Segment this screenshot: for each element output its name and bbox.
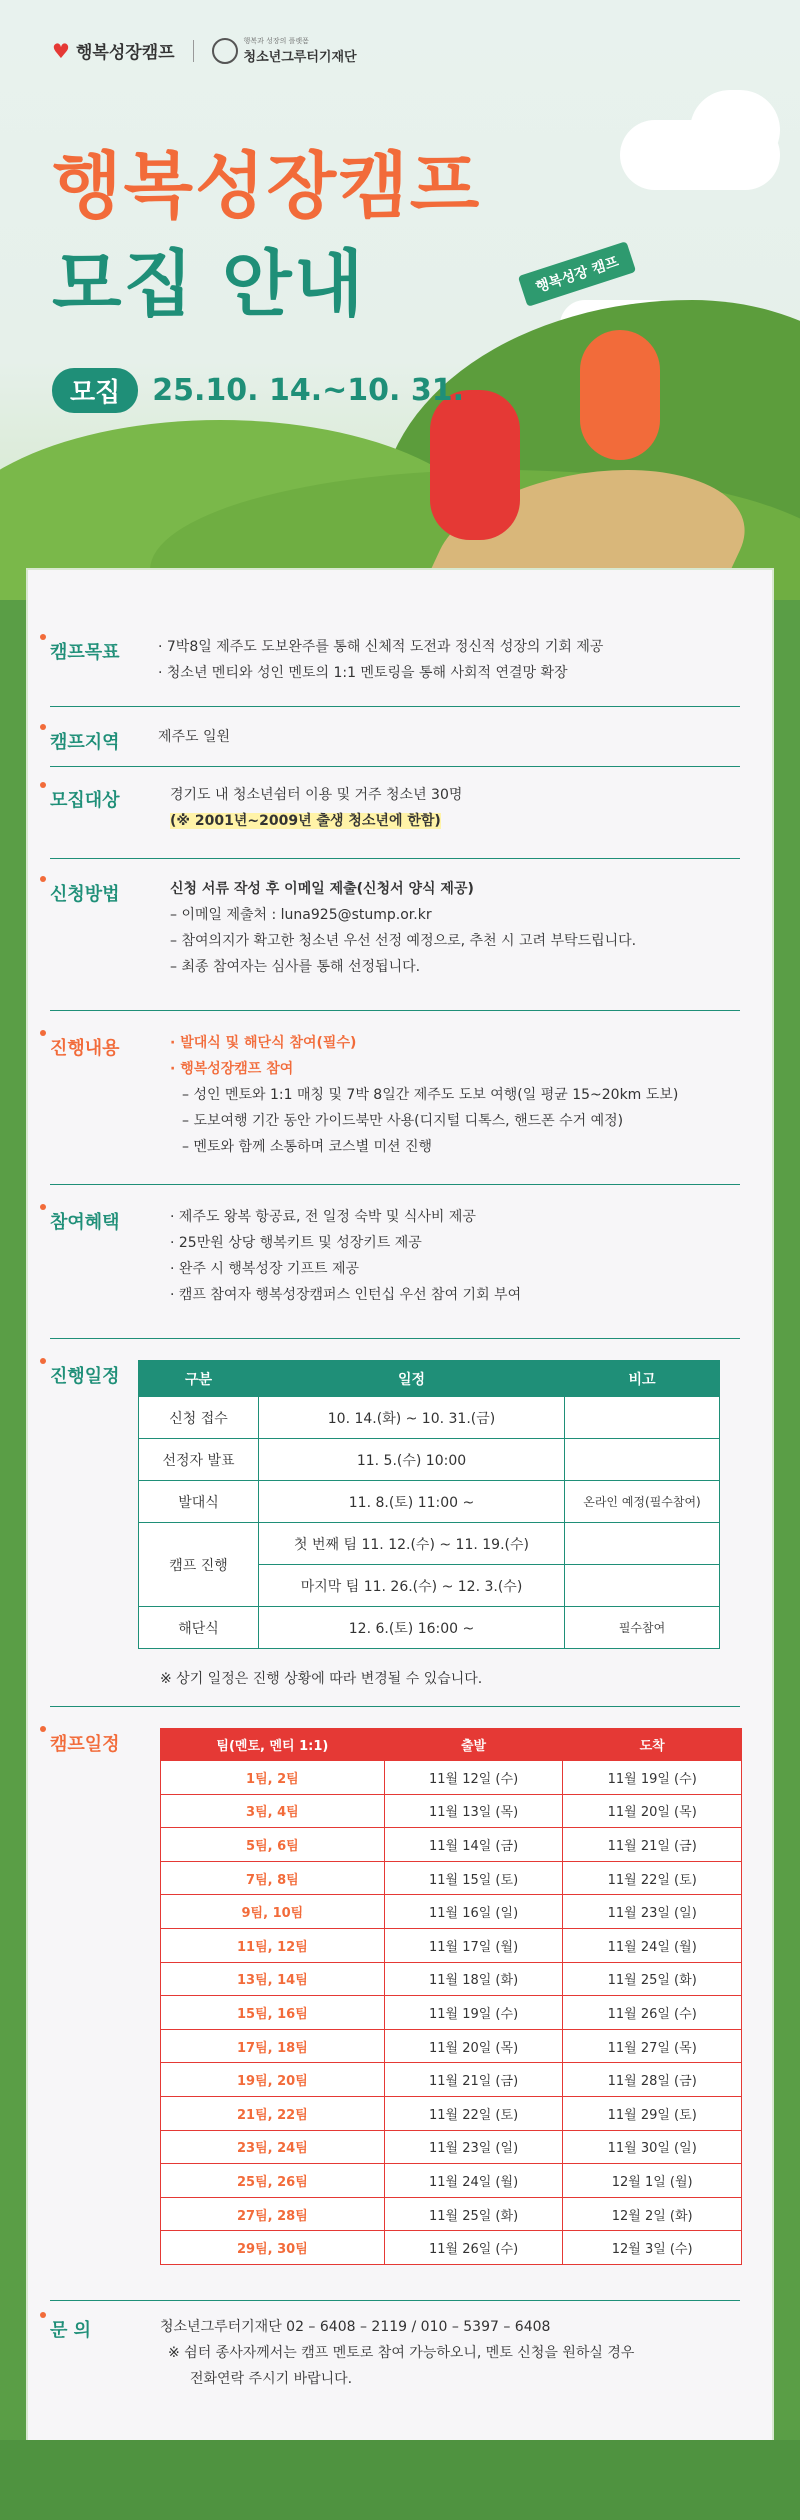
camp-flag: 행복성장 캠프: [518, 241, 636, 307]
recruit-badge: 모집: [52, 368, 138, 413]
section-region: [50, 728, 740, 768]
camp-logo: [52, 38, 175, 63]
divider: [50, 1338, 740, 1339]
depart-cell: 11월 13일 (목): [384, 1794, 563, 1828]
team-cell: 9팀, 10팀: [161, 1895, 385, 1929]
section-target: [50, 786, 740, 846]
recruit-dates: 25.10. 14.~10. 31.: [152, 373, 464, 408]
section-label: 캠프목표: [50, 638, 120, 664]
arrive-cell: 11월 20일 (목): [563, 1794, 742, 1828]
section-contact: [50, 2316, 740, 2416]
recruit-period: [52, 368, 464, 413]
depart-cell: 11월 17일 (월): [384, 1928, 563, 1962]
team-cell: 21팀, 22팀: [161, 2096, 385, 2130]
team-cell: 27팀, 28팀: [161, 2197, 385, 2231]
table-header: 구분: [139, 1361, 259, 1397]
arrive-cell: 12월 3일 (수): [563, 2231, 742, 2265]
team-cell: 25팀, 26팀: [161, 2164, 385, 2198]
table-row: [161, 1761, 742, 1795]
arrive-cell: 11월 29일 (토): [563, 2096, 742, 2130]
page-title-line2: 모집 안내: [52, 242, 366, 326]
goal-line: · 7박8일 제주도 도보완주를 통해 신체적 도전과 정신적 성장의 기회 제공: [158, 639, 604, 655]
table-row: 발대식 11. 8.(토) 11:00 ~ 온라인 예정(필수참여): [139, 1481, 720, 1523]
team-cell: 29팀, 30팀: [161, 2231, 385, 2265]
team-cell: 5팀, 6팀: [161, 1828, 385, 1862]
camp-logo-text: 행복성장캠프: [76, 43, 175, 63]
region-text: 제주도 일원: [158, 729, 231, 745]
arrive-cell: 11월 25일 (화): [563, 1962, 742, 1996]
depart-cell: 11월 16일 (일): [384, 1895, 563, 1929]
table-row: [161, 2197, 742, 2231]
depart-cell: 11월 21일 (금): [384, 2063, 563, 2097]
foundation-name: 청소년그루터기재단: [243, 50, 357, 65]
table-header: 일정: [259, 1361, 565, 1397]
team-cell: 11팀, 12팀: [161, 1928, 385, 1962]
goal-line: · 청소년 멘티와 성인 멘토의 1:1 멘토링을 통해 사회적 연결망 확장: [158, 665, 568, 681]
table-row: 캠프 진행 첫 번째 팀 11. 12.(수) ~ 11. 19.(수): [139, 1523, 720, 1565]
arrive-cell: 12월 2일 (화): [563, 2197, 742, 2231]
divider: [50, 1184, 740, 1185]
team-cell: 19팀, 20팀: [161, 2063, 385, 2097]
team-cell: 7팀, 8팀: [161, 1861, 385, 1895]
content-line: · 발대식 및 해단식 참여(필수): [170, 1035, 357, 1051]
divider: [50, 1706, 740, 1707]
arrive-cell: 11월 24일 (월): [563, 1928, 742, 1962]
table-row: [161, 2130, 742, 2164]
content-line: · 행복성장캠프 참여: [170, 1061, 294, 1077]
content-line: – 도보여행 기간 동안 가이드북만 사용(디지털 디톡스, 핸드폰 수거 예정): [182, 1113, 624, 1129]
content-line: – 멘토와 함께 소통하며 코스별 미션 진행: [182, 1139, 433, 1155]
team-cell: 23팀, 24팀: [161, 2130, 385, 2164]
target-line: 경기도 내 청소년쉼터 이용 및 거주 청소년 30명: [170, 787, 463, 803]
content-line: – 성인 멘토와 1:1 매칭 및 7박 8일간 제주도 도보 여행(일 평균 15~20km 도보): [182, 1087, 679, 1103]
arrive-cell: 11월 30일 (일): [563, 2130, 742, 2164]
section-content: [50, 1034, 740, 1164]
arrive-cell: 11월 27일 (목): [563, 2029, 742, 2063]
cloud: [690, 90, 780, 170]
target-highlight: (※ 2001년~2009년 출생 청소년에 한함): [170, 813, 441, 829]
section-label: 캠프일정: [50, 1730, 120, 1756]
benefit-line: · 제주도 왕복 항공료, 전 일정 숙박 및 식사비 제공: [170, 1209, 476, 1225]
heart-icon: ♥: [52, 38, 70, 63]
table-row: 신청 접수 10. 14.(화) ~ 10. 31.(금): [139, 1397, 720, 1439]
foundation-mark-icon: [212, 38, 238, 64]
apply-email[interactable]: – 이메일 제출처 : luna925@stump.or.kr: [170, 907, 432, 923]
arrive-cell: 11월 22일 (토): [563, 1861, 742, 1895]
depart-cell: 11월 18일 (화): [384, 1962, 563, 1996]
table-row: [161, 1962, 742, 1996]
divider: [193, 40, 194, 62]
table-row: [161, 1794, 742, 1828]
section-apply: [50, 880, 740, 990]
arrive-cell: 11월 19일 (수): [563, 1761, 742, 1795]
schedule-footnote: ※ 상기 일정은 진행 상황에 따라 변경될 수 있습니다.: [160, 1671, 483, 1687]
divider: [50, 858, 740, 859]
depart-cell: 11월 25일 (화): [384, 2197, 563, 2231]
team-cell: 3팀, 4팀: [161, 1794, 385, 1828]
table-row: 마지막 팀 11. 26.(수) ~ 12. 3.(수): [139, 1565, 720, 1607]
table-row: [161, 2096, 742, 2130]
contact-phone[interactable]: 청소년그루터기재단 02 – 6408 – 2119 / 010 – 5397 – 6408: [160, 2319, 551, 2335]
schedule-table: [138, 1360, 720, 1649]
depart-cell: 11월 19일 (수): [384, 1996, 563, 2030]
section-label: 진행일정: [50, 1362, 120, 1388]
section-label: 참여혜택: [50, 1208, 120, 1234]
divider: [50, 2300, 740, 2301]
section-label: 문 의: [50, 2316, 91, 2342]
section-label: 진행내용: [50, 1034, 120, 1060]
table-row: [161, 2164, 742, 2198]
arrive-cell: 11월 26일 (수): [563, 1996, 742, 2030]
team-cell: 17팀, 18팀: [161, 2029, 385, 2063]
hiker-illustration: [580, 330, 660, 460]
section-benefit: [50, 1208, 740, 1318]
foundation-logo: [212, 36, 357, 65]
hero-banner: [0, 0, 800, 600]
arrive-cell: 12월 1일 (월): [563, 2164, 742, 2198]
camp-table: [160, 1728, 742, 2265]
arrive-cell: 11월 28일 (금): [563, 2063, 742, 2097]
section-label: 신청방법: [50, 880, 120, 906]
divider: [50, 706, 740, 707]
contact-note: 전화연락 주시기 바랍니다.: [190, 2371, 353, 2387]
apply-line: – 참여의지가 확고한 청소년 우선 선정 예정으로, 추천 시 고려 부탁드립니다.: [170, 933, 637, 949]
contact-note: ※ 쉼터 종사자께서는 캠프 멘토로 참여 가능하오니, 멘토 신청을 원하실 경우: [168, 2345, 635, 2361]
apply-line: 신청 서류 작성 후 이메일 제출(신청서 양식 제공): [170, 881, 474, 897]
divider: [50, 766, 740, 767]
table-row: [161, 2231, 742, 2265]
benefit-line: · 완주 시 행복성장 기프트 제공: [170, 1261, 359, 1277]
benefit-line: · 25만원 상당 행복키트 및 성장키트 제공: [170, 1235, 422, 1251]
depart-cell: 11월 12일 (수): [384, 1761, 563, 1795]
table-row: [161, 2063, 742, 2097]
table-header: 출발: [384, 1729, 563, 1761]
depart-cell: 11월 14일 (금): [384, 1828, 563, 1862]
table-row: [161, 1828, 742, 1862]
team-cell: 13팀, 14팀: [161, 1962, 385, 1996]
table-row: 해단식 12. 6.(토) 16:00 ~ 필수참여: [139, 1607, 720, 1649]
divider: [50, 1010, 740, 1011]
foundation-tagline: 행복과 성장의 플랫폼: [243, 37, 309, 45]
table-row: 선정자 발표 11. 5.(수) 10:00: [139, 1439, 720, 1481]
depart-cell: 11월 24일 (월): [384, 2164, 563, 2198]
page-title-line1: 행복성장캠프: [52, 144, 482, 228]
apply-line: – 최종 참여자는 심사를 통해 선정됩니다.: [170, 959, 421, 975]
team-cell: 15팀, 16팀: [161, 1996, 385, 2030]
table-header: 도착: [563, 1729, 742, 1761]
arrive-cell: 11월 23일 (일): [563, 1895, 742, 1929]
table-row: [161, 2029, 742, 2063]
table-row: [161, 1895, 742, 1929]
table-header: 팀(멘토, 멘티 1:1): [161, 1729, 385, 1761]
team-cell: 1팀, 2팀: [161, 1761, 385, 1795]
section-label: 캠프지역: [50, 728, 120, 754]
footer-hill: [0, 2440, 800, 2520]
depart-cell: 11월 23일 (일): [384, 2130, 563, 2164]
depart-cell: 11월 15일 (토): [384, 1861, 563, 1895]
depart-cell: 11월 22일 (토): [384, 2096, 563, 2130]
depart-cell: 11월 20일 (목): [384, 2029, 563, 2063]
benefit-line: · 캠프 참여자 행복성장캠퍼스 인턴십 우선 참여 기회 부여: [170, 1287, 522, 1303]
depart-cell: 11월 26일 (수): [384, 2231, 563, 2265]
section-label: 모집대상: [50, 786, 120, 812]
table-row: [161, 1928, 742, 1962]
arrive-cell: 11월 21일 (금): [563, 1828, 742, 1862]
logo-bar: [52, 36, 357, 65]
table-row: [161, 1861, 742, 1895]
table-header: 비고: [565, 1361, 720, 1397]
table-row: [161, 1996, 742, 2030]
